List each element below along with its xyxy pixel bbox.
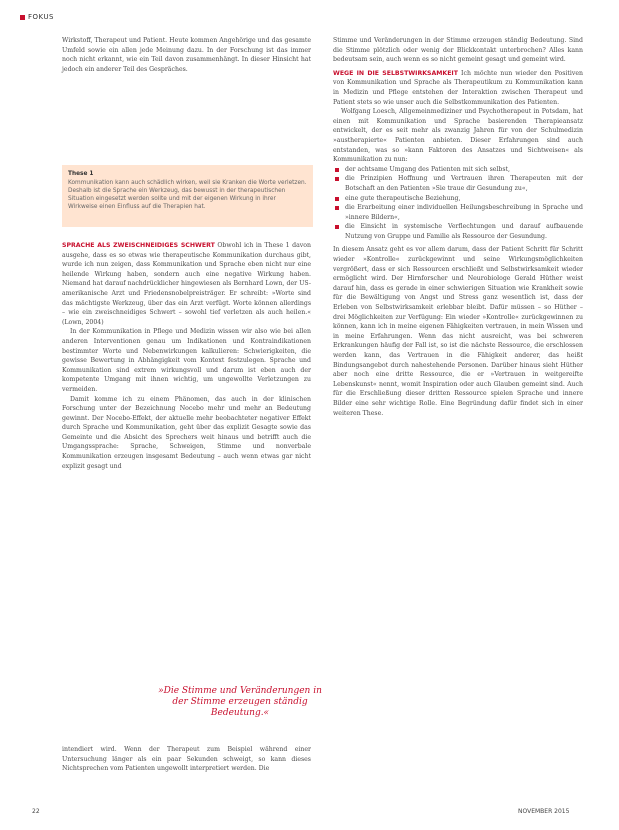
- bullet-item: eine gute therapeutische Beziehung,: [333, 194, 583, 204]
- thesis-title: These 1: [68, 171, 94, 177]
- section-heading: WEGE IN DIE SELBSTWIRKSAMKEIT: [333, 69, 458, 77]
- paragraph-text: Ich möchte nun wieder den Positiven von Kommunikation und Sprache als Therapeutikum zu Kommunikation kann in Medizin und Pflege entstehen der Interaktion zwischen Therapeut und Patient stets so wie unser auch die Selbstkommunikation des Patienten.: [333, 69, 583, 106]
- paragraph: Damit komme ich zu einem Phänomen, das auch in der klinischen Forschung unter der Bezeichnung Nocebo mehr und mehr an Bedeutung gewinnt. Der Nocebo-Effekt, der aktuelle mehr beobachteter negativer Effekt durch Sprache und Kommunikation, geht über das explizit Gesagte sowie das Gemeinte und die Absicht des Sprechers weit hinaus und betrifft auch die Umgangssprache: Sprache, Schweigen, Stimme und nonverbale Kommunikation erzeugen insgesamt Bedeutung – auch wenn etwas gar nicht explizit gesagt und: [62, 395, 311, 470]
- bullet-item: der achtsame Umgang des Patienten mit sich selbst,: [333, 165, 583, 175]
- paragraph: Wirkstoff, Therapeut und Patient. Heute kommen Angehörige und das gesamte Umfeld sowie ein allen jede Meinung dazu. In der Forschung ist das immer noch nicht erkannt, wie ein Teil davon zusammenhängt. In dieser Hinsicht hat jedoch ein anderer Teil des Gespräches.: [62, 37, 311, 73]
- left-column-bottom: [62, 745, 311, 774]
- paragraph: In diesem Ansatz geht es vor allem darum, dass der Patient Schritt für Schritt wieder »Kontrolle« zurückgewinnt und seine Wirkungsmöglichkeiten vergrößert, dass er sich Ressourcen erschließt und Selbstwirksamkeit wieder ermöglicht wird. Der Hirnforscher und Neurobiologe Gerald Hüther weist darauf hin, dass es gerade in einer schwierigen Situation wie Krankheit sowie für die Bewältigung von Angst und Stress ganz wesentlich ist, dass der Erleben von Selbstwirksamkeit erlebbar bleibt. Dafür müssen – so Hüther – drei Möglichkeiten zur Verfügung: Ein wieder »Kontrolle« zurückgewinnen zu können, kann ich in meine eigenen Fähigkeiten vertrauen, in mein Wissen und in meine Erfahrungen. Wenn das nicht ausreicht, was bei schweren Erkrankungen häufig der Fall ist, so ist die nächste Ressource, die erschlossen werden kann, das Vertrauen in die Fähigkeit anderer, das heißt Bindungsangebot durch nahestehende Personen. Darüber hinaus sieht Hüther aber noch eine dritte Ressource, die er »Vertrauen in weitgereifte Lebenskunst« nennt, womit Inspiration oder auch Glauben gemeint sind. Auch für die Erschließung dieser dritten Ressource spielen Sprache und innere Bilder eine sehr wichtige Rolle. Eine Begründung dafür findet sich in einer weiteren These.: [333, 246, 583, 417]
- paragraph: In der Kommunikation in Pflege und Medizin wissen wir also wie bei allen anderen Interventionen genau um Indikationen und Kontraindikationen bestimmter Worte und Nebenwirkungen kalkulieren: Schwierigkeiten, die gewisse Bewertung in Abhängigkeit vom Kontext festzulegen. Sprache und Kommunikation sind extrem wirkungsvoll und darum ist eben auch der kompetente Umgang mit ihnen wichtig, um ungewollte Verletzungen zu vermeiden.: [62, 328, 311, 393]
- page-number: 22: [32, 808, 40, 815]
- section-heading: SPRACHE ALS ZWEISCHNEIDIGES SCHWERT: [62, 242, 215, 249]
- thesis-text: Kommunikation kann auch schädlich wirken, weil sie Kranken die Worte verletzen. Deshalb ist die Sprache ein Werkzeug, das bewusst in der therapeutischen Situation eingesetzt werden sollte und mit der eigenen Wirkung in ihrer Wirkweise einen Einfluss auf die Therapien hat.: [68, 180, 307, 210]
- paragraph-text: Obwohl ich in These 1 davon ausgehe, dass es so etwas wie therapeutische Kommunikation durchaus gibt, wurde ich nun zeigen, dass Kommunikation und Sprache eben nicht nur eine heilende Wirkung haben, sondern auch eine negative Wirkung haben. Niemand hat darauf nachdrücklicher hingewiesen als Bernhard Lown, der US-amerikanische Arzt und Friedensnobelpreisträger. Er schreibt: »Worte sind das mächtigste Werkzeug, über das ein Arzt verfügt. Worte können allerdings – wie ein zweischneidiges Schwert – sowohl tief verletzen als auch heilen.« (Lown, 2004): [62, 242, 311, 326]
- section-marker-icon: [20, 15, 25, 20]
- left-column-main: [62, 241, 311, 471]
- bullet-item: die Erarbeitung einer individuellen Heilungsbeschreibung in Sprache und »innere Bildern«,: [333, 203, 583, 222]
- right-column: [333, 36, 583, 418]
- left-column-top: [62, 36, 311, 74]
- section-label: FOKUS: [28, 13, 55, 21]
- bullet-item: die Einsicht in systemische Verflechtungen und darauf aufbauende Nutzung von Gruppe und Familie als Ressource der Gesundung.: [333, 222, 583, 241]
- paragraph: Wolfgang Loesch, Allgemeinmediziner und Psychotherapeut in Potsdam, hat einen mit Kommunikation und Sprache basierenden Therapieansatz entwickelt, der es seit mehr als zwanzig Jahren für von der Schulmedizin »austherapierte« Patienten anbieten. Dieser Erfahrungen sind auch entstanden, was so »kann Faktoren des Ansatzes und Sichtweisen« als Kommunikation zu nun:: [333, 108, 583, 164]
- paragraph: [62, 241, 311, 327]
- bullet-list: [333, 165, 583, 242]
- paragraph: intendiert wird. Wenn der Therapeut zum Beispiel während einer Untersuchung länger als ein paar Sekunden schweigt, so kann dieses Nichtsprechen vom Patienten ungewollt interpretiert werden. Die: [62, 746, 311, 773]
- thesis-box: [62, 165, 313, 227]
- section-header: [20, 13, 54, 21]
- pull-quote: »Die Stimme und Veränderungen in der Stimme erzeugen ständig Bedeutung.«: [158, 686, 322, 718]
- paragraph: Stimme und Veränderungen in der Stimme erzeugen ständig Bedeutung. Sind die Stimme plötzlich oder wenig der Blickkontakt unterbrochen? Alles kann bedeutsam sein, auch wenn es so nicht gemeint gesagt und gemeint wird.: [333, 37, 583, 64]
- paragraph: [333, 69, 583, 107]
- issue-label: NOVEMBER 2015: [518, 808, 570, 815]
- bullet-item: die Prinzipien Hoffnung und Vertrauen ihren Therapeuten mit der Botschaft an den Patienten »Sie traue dir Gesundung zu«,: [333, 174, 583, 193]
